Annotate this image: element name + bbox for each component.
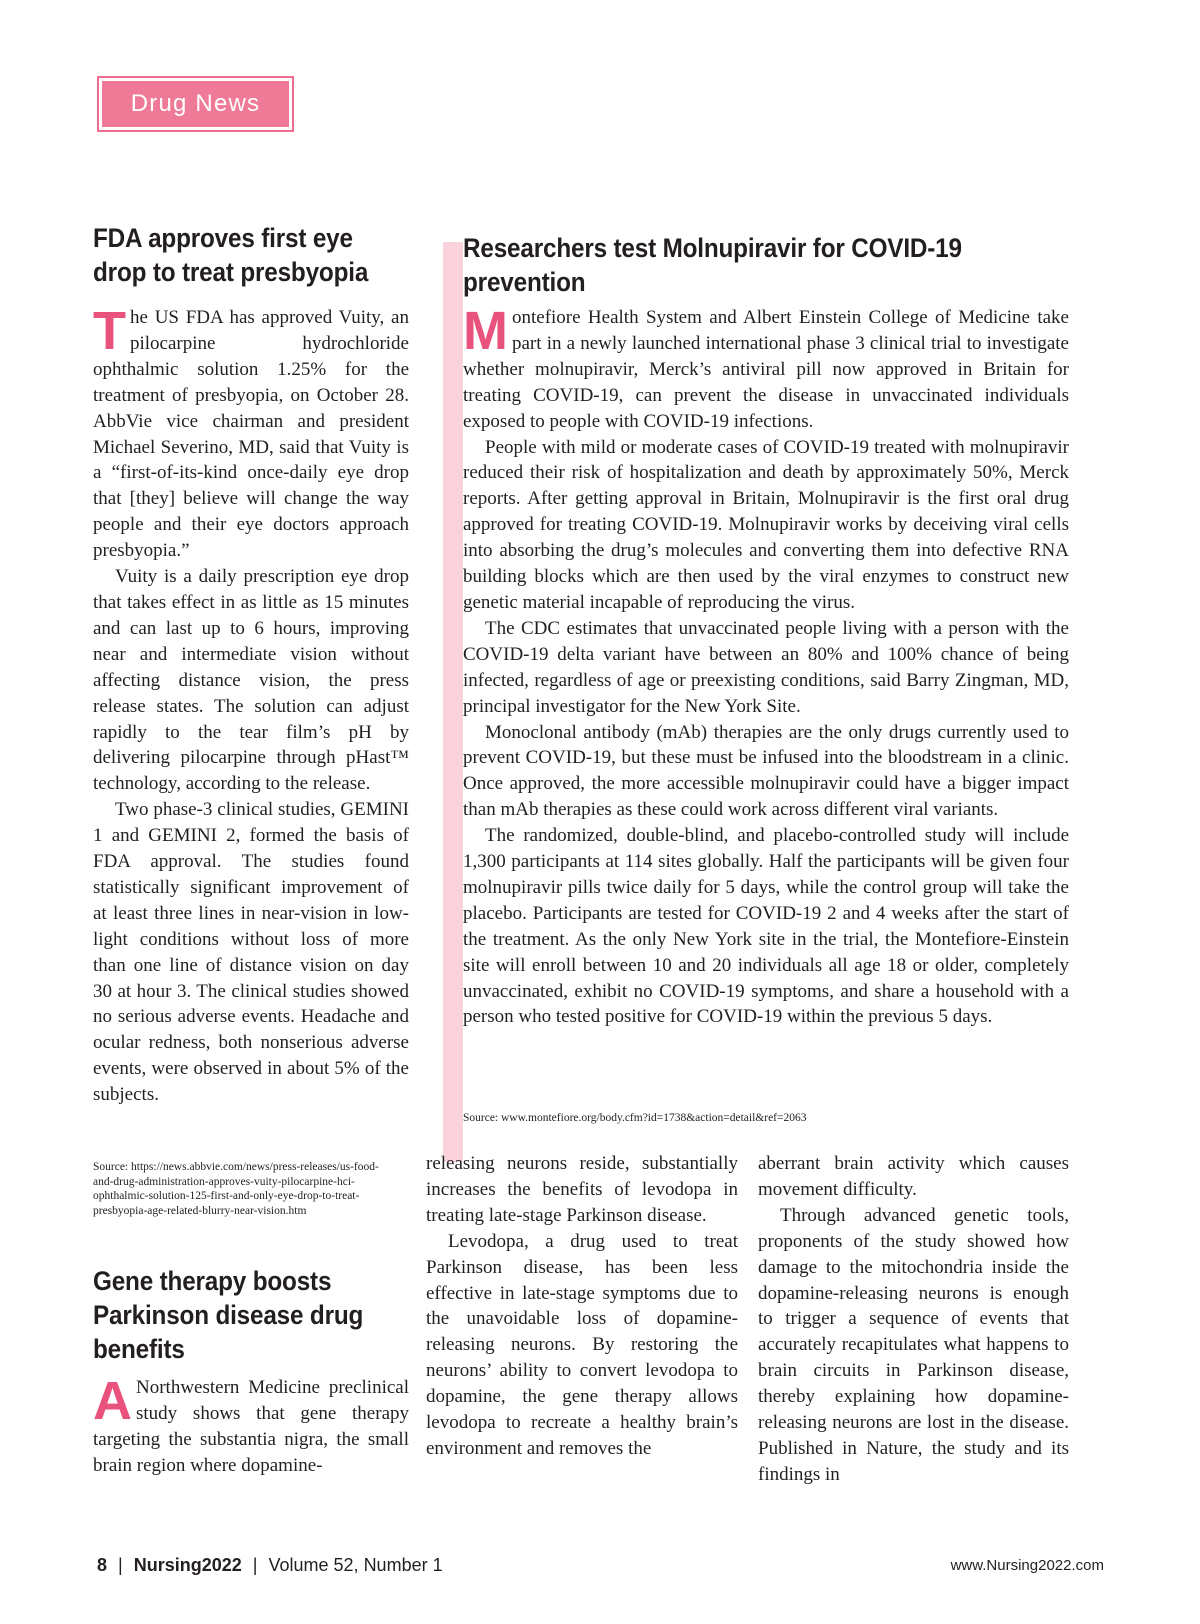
article3-col2-paragraph-1: releasing neurons reside, substantially increases the benefits of levodopa in treating late-stage Parkinson disease. xyxy=(426,1153,738,1226)
article2-body xyxy=(463,301,1069,1030)
article2-paragraph-2: People with mild or moderate cases of COVID-19 treated with molnupiravir reduced their risk of hospitalization and death by approximately 50%, Merck reports. After getting approval in Britain, Molnupiravir is the first oral drug approved for treating COVID-19. Molnupiravir works by deceiving viral cells into absorbing the drug’s molecules and converting them into defective RNA building blocks which are then used by the viral enzymes to construct new genetic material incapable of reproducing the virus. xyxy=(463,436,1069,613)
article3-col2-paragraph-2: Levodopa, a drug used to treat Parkinson disease, has been less effective in late-stage symptoms due to the unavoidable loss of dopamine-releasing neurons. By restoring the neurons’ ability to convert levodopa to dopamine, the gene therapy allows levodopa to recreate a healthy brain’s environment and removes the xyxy=(426,1230,738,1459)
article3-column-1 xyxy=(93,1371,409,1479)
section-tag-label: Drug News xyxy=(102,81,289,127)
article3-col3-paragraph-1: aberrant brain activity which causes movement difficulty. xyxy=(758,1153,1069,1200)
article3-headline: Gene therapy boosts Parkinson disease drug benefits xyxy=(93,1266,364,1364)
article3-paragraph-1 xyxy=(93,1371,409,1479)
footer-website: www.Nursing2022.com xyxy=(950,1557,1104,1574)
section-tag xyxy=(97,76,294,132)
article1-source: Source: https://news.abbvie.com/news/press-releases/us-food-and-drug-administration-approves-vuity-pilocarpine-hci-ophthalmic-solution-125-first-and-only-eye-drop-to-treat-presbyopia-age-related-blurry-near-vision.htm xyxy=(93,1161,379,1217)
article2-headline: Researchers test Molnupiravir for COVID-19 prevention xyxy=(463,233,962,297)
article3-column-3 xyxy=(758,1151,1069,1488)
page-number: 8 xyxy=(97,1555,108,1575)
footer-folio xyxy=(97,1555,443,1576)
article2-paragraph-4: Monoclonal antibody (mAb) therapies are the only drugs currently used to prevent COVID-19, but these must be infused into the bloodstream in a clinic. Once approved, the more accessible molnupiravir could have a bigger impact than mAb therapies as these could work across different viral variants. xyxy=(463,721,1069,821)
article1-body xyxy=(93,301,409,1108)
journal-name: Nursing2022 xyxy=(133,1555,242,1575)
footer-separator-1: | xyxy=(118,1555,123,1575)
article2-dropcap: M xyxy=(463,301,508,361)
article3-col3-paragraph-2: Through advanced genetic tools, proponents of the study showed how damage to the mitochondria inside the dopamine-releasing neurons is enough to trigger a sequence of events that accurately recapitulates what happens to brain circuits in Parkinson disease, thereby explaining how dopamine-releasing neurons are lost in the disease. Published in Nature, the study and its findings in xyxy=(758,1204,1069,1485)
article3-dropcap: A xyxy=(93,1371,132,1431)
article1-paragraph-2: Vuity is a daily prescription eye drop that takes effect in as little as 15 minutes and can last up to 6 hours, improving near and intermediate vision without affecting distance vision, the press release states. The solution can adjust rapidly to the tear film’s pH by delivering pilocarpine through pHast™ technology, according to the release. xyxy=(93,566,409,795)
article2-paragraph-1 xyxy=(463,301,1069,435)
article3-column-2 xyxy=(426,1151,738,1462)
footer-separator-2: | xyxy=(252,1555,258,1575)
article1-paragraph-1 xyxy=(93,301,409,564)
article1-paragraph-3: Two phase-3 clinical studies, GEMINI 1 and GEMINI 2, formed the basis of FDA approval. The studies found statistically significant improvement of at least three lines in near-vision in low-light conditions without loss of more than one line of distance vision on day 30 at hour 3. The clinical studies showed no serious adverse events. Headache and ocular redness, both nonserious adverse events, were observed in about 5% of the subjects. xyxy=(93,799,409,1106)
article1-dropcap: T xyxy=(93,301,126,361)
volume-info: Volume 52, Number 1 xyxy=(268,1555,443,1575)
article3-paragraph-1-text: Northwestern Medicine preclinical study shows that gene therapy targeting the substantia nigra, the small brain region where dopamine- xyxy=(93,1377,409,1476)
article2-sidebar-bar xyxy=(443,242,463,1162)
article1-headline: FDA approves first eye drop to treat presbyopia xyxy=(93,223,369,287)
article2-source: Source: www.montefiore.org/body.cfm?id=1738&action=detail&ref=2063 xyxy=(463,1112,807,1124)
article1-paragraph-1-text: he US FDA has approved Vuity, an pilocarpine hydrochloride ophthalmic solution 1.25% for the treatment of presbyopia, on October 28. AbbVie vice chairman and president Michael Severino, MD, said that Vuity is a “first-of-its-kind once-daily eye drop that [they] believe will change the way people and their eye doctors approach presbyopia.” xyxy=(93,307,409,562)
article2-paragraph-5: The randomized, double-blind, and placebo-controlled study will include 1,300 participants at 114 sites globally. Half the participants will be given four molnupiravir pills twice daily for 5 days, while the control group will take the placebo. Participants are tested for COVID-19 2 and 4 weeks after the start of the treatment. As the only New York site in the trial, the Montefiore-Einstein site will enroll between 10 and 20 individuals all age 18 or older, completely unvaccinated, exhibit no COVID-19 symptoms, and share a household with a person who tested positive for COVID-19 within the previous 5 days. xyxy=(463,825,1069,1028)
article2-paragraph-3: The CDC estimates that unvaccinated people living with a person with the COVID-19 delta variant have between an 80% and 100% chance of being infected, regardless of age or preexisting conditions, said Barry Zingman, MD, principal investigator for the New York Site. xyxy=(463,617,1069,717)
article2-paragraph-1-text: ontefiore Health System and Albert Einstein College of Medicine take part in a newly launched international phase 3 clinical trial to investigate whether molnupiravir, Merck’s antiviral pill now approved in Britain for treating COVID-19, can prevent the disease in unvaccinated individuals exposed to people with COVID-19 infections. xyxy=(463,307,1069,432)
